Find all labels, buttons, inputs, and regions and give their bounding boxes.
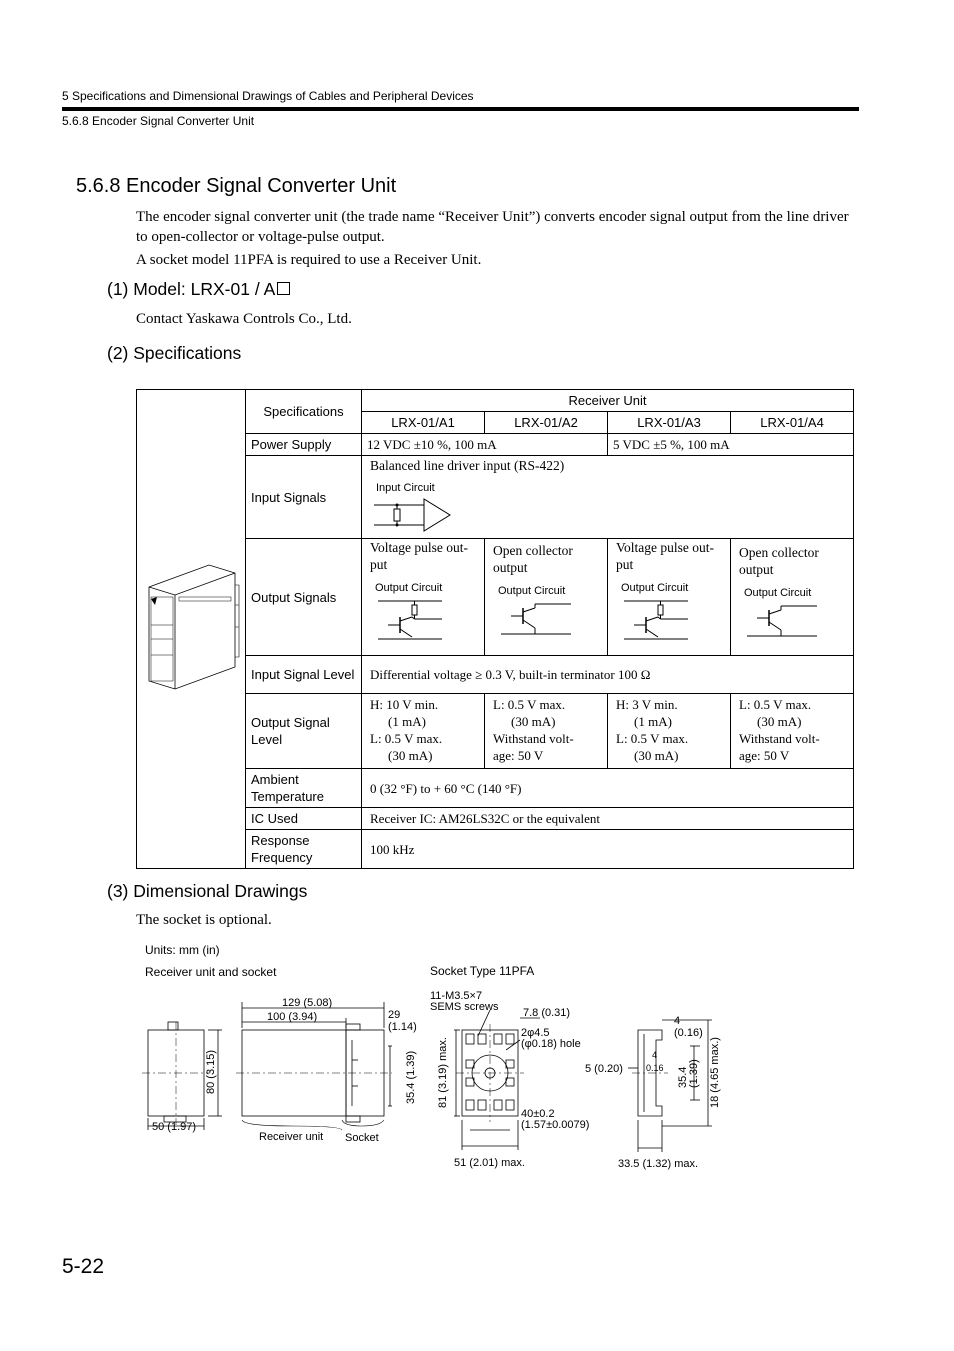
osl-a1-l3: L: 0.5 V max. — [370, 731, 443, 746]
input-signal-level-label: Input Signal Level — [246, 656, 362, 694]
osl-a2-l3: Withstand volt- — [493, 731, 574, 746]
input-signal-level-value: Differential voltage ≥ 0.3 V, built-in terminator 100 Ω — [362, 656, 854, 694]
input-signals-label: Input Signals — [246, 456, 362, 539]
dim-29: 29 — [388, 1009, 401, 1021]
section-title: 5.6.8 Encoder Signal Converter Unit — [76, 175, 397, 197]
osl-a4-l3: Withstand volt- — [739, 731, 820, 746]
osl-a1-l1: H: 10 V min. — [370, 697, 439, 712]
osl-a4-l4: age: 50 V — [739, 748, 790, 763]
osl-a4-l1: L: 0.5 V max. — [739, 697, 812, 712]
dim-4: 4 — [674, 1015, 681, 1027]
dim-0-16-b: 0.16 — [646, 1063, 664, 1073]
ambient-temperature-label: Ambient Temperature — [246, 769, 362, 808]
header-specifications: Specifications — [246, 390, 362, 434]
dim-0-16: (0.16) — [674, 1027, 703, 1039]
output-a3-type: Voltage pulse out-put — [616, 540, 714, 572]
model-contact: Contact Yaskawa Controls Co., Ltd. — [136, 311, 352, 327]
input-circuit-label: Input Circuit — [376, 482, 435, 494]
dim-18: 18 (4.65 max.) — [709, 1037, 721, 1108]
dim-35-4-b: 35.4 — [677, 1066, 689, 1088]
intro-paragraph-1: The encoder signal converter unit (the trade name “Receiver Unit”) converts encoder signal output from the line driver to open-collector or voltage-pulse output. — [136, 209, 849, 245]
section-header: 5.6.8 Encoder Signal Converter Unit — [62, 114, 255, 128]
output-circuit-label-a3: Output Circuit — [621, 582, 689, 594]
model-a2: LRX-01/A2 — [485, 412, 608, 434]
dim-1-39-b: (1.39) — [688, 1059, 700, 1088]
model-a4: LRX-01/A4 — [731, 412, 854, 434]
power-supply-a34: 5 VDC ±5 %, 100 mA — [608, 434, 854, 456]
power-supply-a12: 12 VDC ±10 %, 100 mA — [362, 434, 608, 456]
label-hole-1: 2φ4.5 — [521, 1027, 550, 1039]
output-circuit-label-a4: Output Circuit — [744, 587, 812, 599]
front-view-top-tab — [168, 1022, 178, 1030]
dim-100: 100 (3.94) — [267, 1011, 318, 1023]
dims-note: The socket is optional. — [136, 912, 272, 928]
osl-a1-l4: (30 mA) — [388, 748, 433, 763]
power-supply-label: Power Supply — [246, 434, 362, 456]
output-signal-level-label: Output Signal Level — [246, 694, 362, 769]
dim-7-8: 7.8 (0.31) — [523, 1007, 571, 1019]
label-screws-2: SEMS screws — [430, 1001, 499, 1013]
ic-used-value: Receiver IC: AM26LS32C or the equivalent — [362, 808, 854, 830]
osl-a2-l1: L: 0.5 V max. — [493, 697, 566, 712]
input-signals-value: Balanced line driver input (RS-422) — [370, 458, 565, 473]
dim-81: 81 (3.19) max. — [437, 1037, 449, 1108]
dim-129: 129 (5.08) — [282, 997, 333, 1009]
output-signals-label: Output Signals — [246, 539, 362, 656]
dims-heading: (3) Dimensional Drawings — [107, 881, 308, 901]
output-a2-type: Open collector output — [493, 543, 573, 575]
osl-a4-l2: (30 mA) — [757, 714, 802, 729]
ambient-temperature-value: 0 (32 °F) to + 60 °C (140 °F) — [362, 769, 854, 808]
dim-35-4: 35.4 (1.39) — [405, 1050, 417, 1104]
dim-33-5: 33.5 (1.32) max. — [618, 1158, 699, 1170]
specs-heading: (2) Specifications — [107, 343, 242, 363]
page-number: 5-22 — [62, 1255, 105, 1278]
response-frequency-value: 100 kHz — [362, 830, 854, 869]
osl-a3-l4: (30 mA) — [634, 748, 679, 763]
output-circuit-label-a1: Output Circuit — [375, 582, 443, 594]
model-a1: LRX-01/A1 — [362, 412, 485, 434]
label-hole-2: (φ0.18) hole — [521, 1038, 581, 1050]
dim-114: (1.14) — [388, 1021, 417, 1033]
dim-4-b: 4 — [652, 1050, 658, 1060]
osl-a3-l1: H: 3 V min. — [616, 697, 678, 712]
dim-40-b: (1.57±0.0079) — [521, 1119, 590, 1131]
dim-51: 51 (2.01) max. — [454, 1157, 525, 1169]
header-receiver-unit: Receiver Unit — [362, 390, 854, 412]
chapter-header: 5 Specifications and Dimensional Drawings of Cables and Peripheral Devices — [62, 89, 474, 103]
ic-used-label: IC Used — [246, 808, 362, 830]
osl-a2-l4: age: 50 V — [493, 748, 544, 763]
model-heading-text: (1) Model: LRX-01 / A — [107, 279, 276, 299]
osl-a3-l2: (1 mA) — [634, 714, 672, 729]
dims-right-title: Socket Type 11PFA — [430, 964, 535, 978]
osl-a3-l3: L: 0.5 V max. — [616, 731, 689, 746]
output-circuit-label-a2: Output Circuit — [498, 585, 566, 597]
osl-a2-l2: (30 mA) — [511, 714, 556, 729]
label-socket: Socket — [345, 1132, 379, 1144]
label-screws-1: 11-M3.5×7 — [430, 990, 483, 1002]
dim-5: 5 (0.20) — [585, 1063, 623, 1075]
model-a3: LRX-01/A3 — [608, 412, 731, 434]
output-a4-type: Open collector output — [739, 545, 819, 577]
intro-paragraph-2: A socket model 11PFA is required to use a Receiver Unit. — [136, 252, 482, 268]
dim-50: 50 (1.97) — [152, 1121, 197, 1133]
output-a1-type: Voltage pulse out-put — [370, 540, 468, 572]
dim-80: 80 (3.15) — [205, 1049, 217, 1094]
dims-left-title: Receiver unit and socket — [145, 965, 277, 979]
label-receiver-unit: Receiver unit — [259, 1131, 324, 1143]
response-frequency-label: Response Frequency — [246, 830, 362, 869]
dim-40-a: 40±0.2 — [521, 1108, 555, 1120]
dims-units: Units: mm (in) — [145, 943, 220, 957]
osl-a1-l2: (1 mA) — [388, 714, 426, 729]
